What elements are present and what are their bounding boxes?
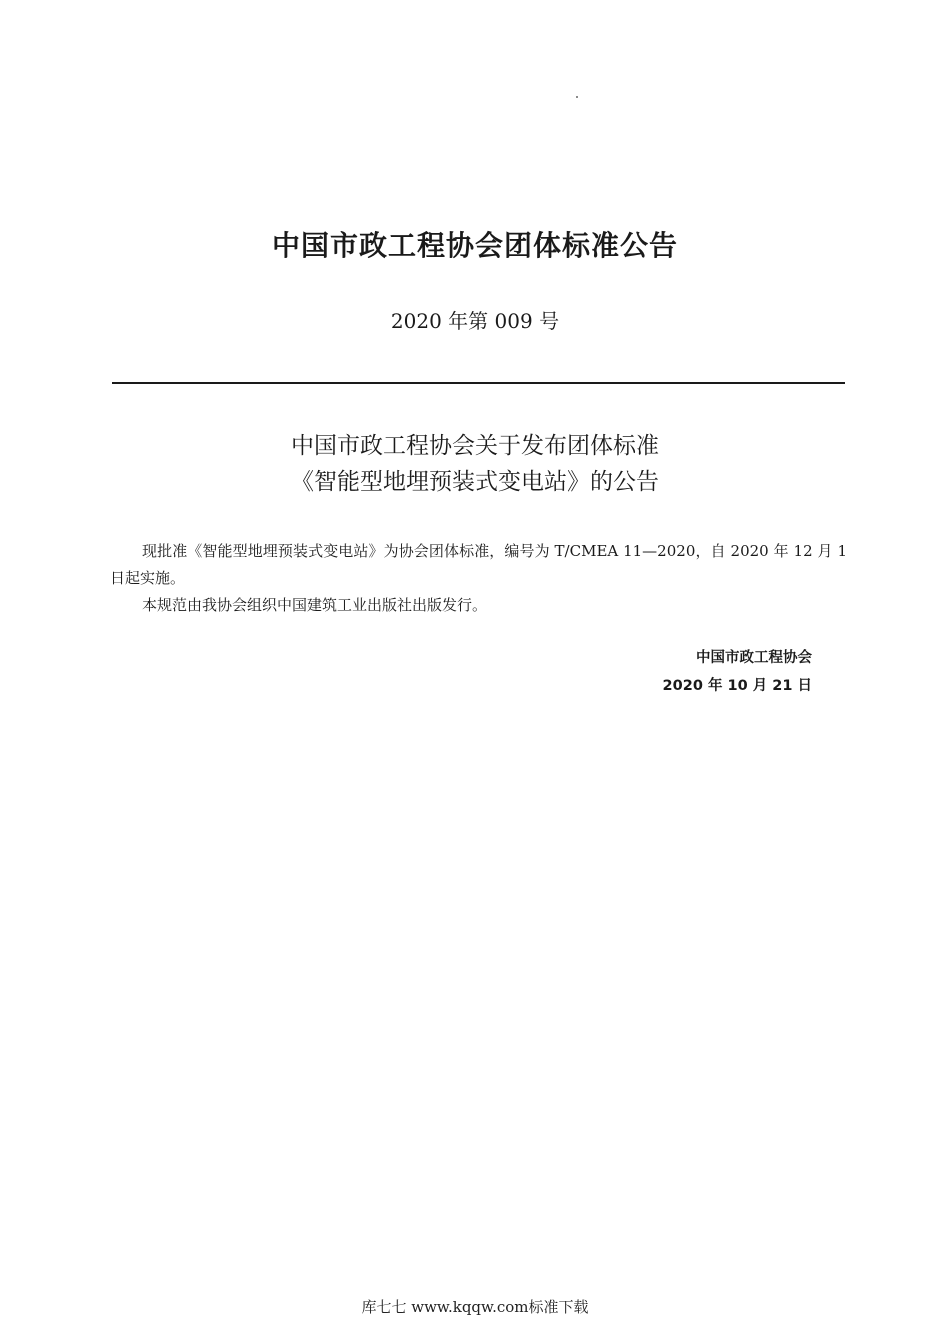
page-title: 中国市政工程协会团体标准公告 [271, 229, 678, 262]
header-divider [112, 382, 845, 384]
doc-number: 2020 年第 009 号 [390, 309, 560, 333]
notice-title-line-2: 《智能型地埋预装式变电站》的公告 [291, 469, 659, 495]
scan-speck [576, 96, 578, 98]
notice-body [110, 538, 847, 619]
signature-organization: 中国市政工程协会 [696, 650, 812, 666]
footer-watermark: 库七七 www.kqqw.com标准下载 [361, 1298, 589, 1316]
body-paragraph-2: 本规范由我协会组织中国建筑工业出版社出版发行。 [142, 596, 488, 614]
notice-title-line-1: 中国市政工程协会关于发布团体标准 [291, 433, 659, 459]
signature-block [663, 644, 812, 700]
body-paragraph-1: 现批准《智能型地埋预装式变电站》为协会团体标准，编号为 T/CMEA 11—2020，自 2020 年 12 月 1 日起实施。 [110, 542, 847, 587]
signature-date: 2020 年 10 月 21 日 [662, 678, 812, 694]
notice-title [0, 428, 950, 500]
